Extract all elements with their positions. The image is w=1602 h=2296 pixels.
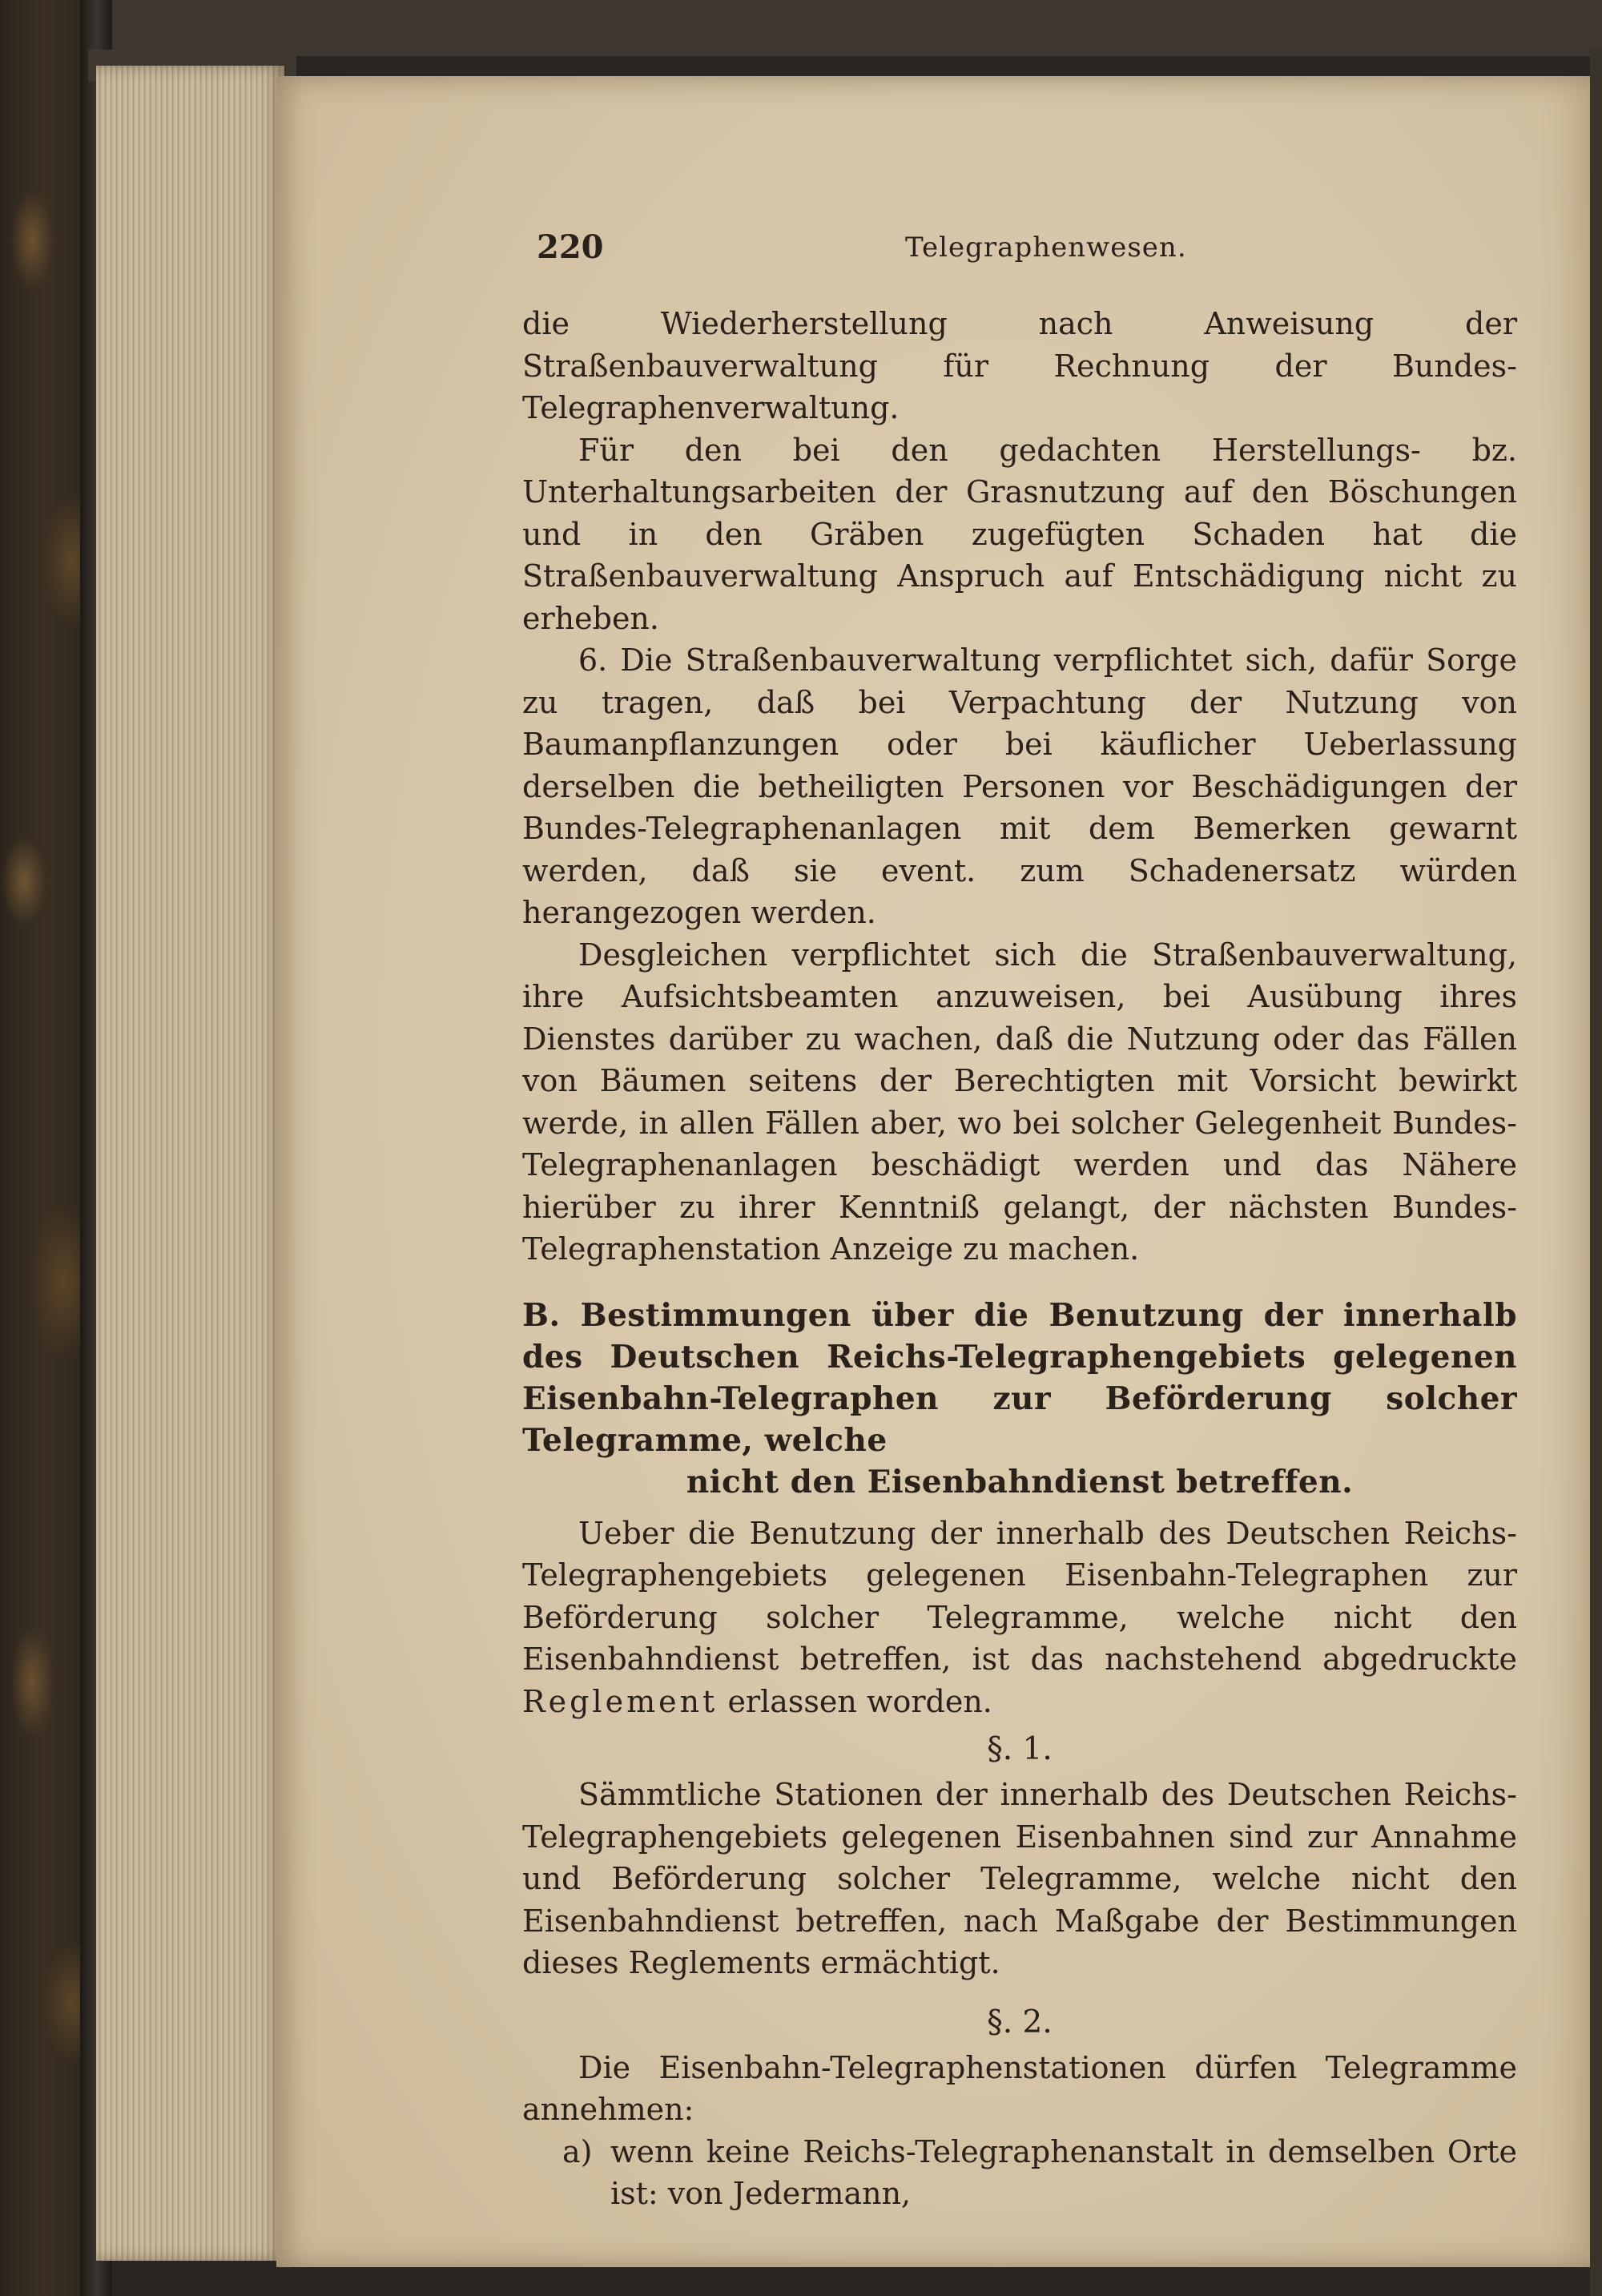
- intro-text-end: erlassen worden.: [727, 1683, 992, 1719]
- paragraph: die Wiederherstellung nach Anweisung der Straßenbauverwaltung für Rechnung der Bundes-Telegraphenverwaltung.: [522, 306, 1517, 425]
- paragraph: Für den bei den gedachten Herstellungs- bz. Unterhaltungsarbeiten der Grasnutzung auf den Böschungen und in den Gräben zugefügten Schaden hat die Straßenbauverwaltung Anspruch auf Entschädigung nicht zu erheben.: [522, 432, 1517, 636]
- page-header: [537, 228, 1518, 268]
- section-mark-2: §. 2.: [987, 2004, 1053, 2040]
- running-title: Telegraphenwesen.: [905, 232, 1187, 264]
- list-marker: a): [562, 2133, 593, 2169]
- section-1-text: Sämmtliche Stationen der innerhalb des Deutschen Reichs-Telegraphengebiets gelegenen Eisenbahnen sind zur Annahme und Beförderung solcher Telegramme, welche nicht den Eisenbahndienst betreffen, nach Maßgabe der Bestimmungen dieses Reglements ermächtigt.: [522, 1777, 1517, 1980]
- paragraph-item-6: 6. Die Straßenbauverwaltung verpflichtet sich, dafür Sorge zu tragen, daß bei Verpachtung der Nutzung von Baumanpflanzungen oder bei käuflicher Ueberlassung derselben die betheiligten Personen vor Beschädigungen der Bundes-Telegraphenanlagen mit dem Bemerken gewarnt werden, daß sie event. zum Schadenersatz würden herangezogen werden.: [522, 642, 1517, 930]
- section-mark-1: §. 1.: [987, 1731, 1053, 1767]
- section-b-heading-main: B. Bestimmungen über die Benutzung der innerhalb des Deutschen Reichs-Telegraphengebiets gelegenen Eisenbahn-Telegraphen zur Beförderung solcher Telegramme, welche: [522, 1296, 1517, 1459]
- paragraph: Desgleichen verpflichtet sich die Straßenbauverwaltung, ihre Aufsichtsbeamten anzuweisen, bei Ausübung ihres Dienstes darüber zu wachen, daß die Nutzung oder das Fällen von Bäumen seitens der Berechtigten mit Vorsicht bewirkt werde, in allen Fällen aber, wo bei solcher Gelegenheit Bundes-Telegraphenanlagen beschädigt werden und das Nähere hierüber zu ihrer Kenntniß gelangt, der nächsten Bundes-Telegraphenstation Anzeige zu machen.: [522, 937, 1517, 1267]
- page-stack-edges: [96, 66, 284, 2261]
- section-b-heading-last-line: nicht den Eisenbahndienst betreffen.: [686, 1463, 1354, 1500]
- list-item-text: wenn keine Reichs-Telegraphenanstalt in demselben Orte ist: von Jedermann,: [610, 2133, 1517, 2211]
- section-2-text: Die Eisenbahn-Telegraphenstationen dürfen Telegramme annehmen:: [522, 2049, 1517, 2127]
- scan-right-border: [1590, 48, 1602, 2296]
- section-b-intro: [522, 1513, 1517, 1723]
- intro-reglement: Reglement: [522, 1683, 718, 1719]
- page-number: 220: [537, 228, 604, 266]
- scan-top-border: [80, 0, 1602, 56]
- body-text: [522, 303, 1517, 2215]
- intro-text: Ueber die Benutzung der innerhalb des Deutschen Reichs-Telegraphengebiets gelegenen Eisenbahn-Telegraphen zur Beförderung solcher Telegramme, welche nicht den Eisenbahndienst betreffen, ist das nachstehend abgedruckte: [522, 1515, 1517, 1677]
- section-b-heading: [522, 1295, 1517, 1503]
- list-item-a: [522, 2131, 1517, 2215]
